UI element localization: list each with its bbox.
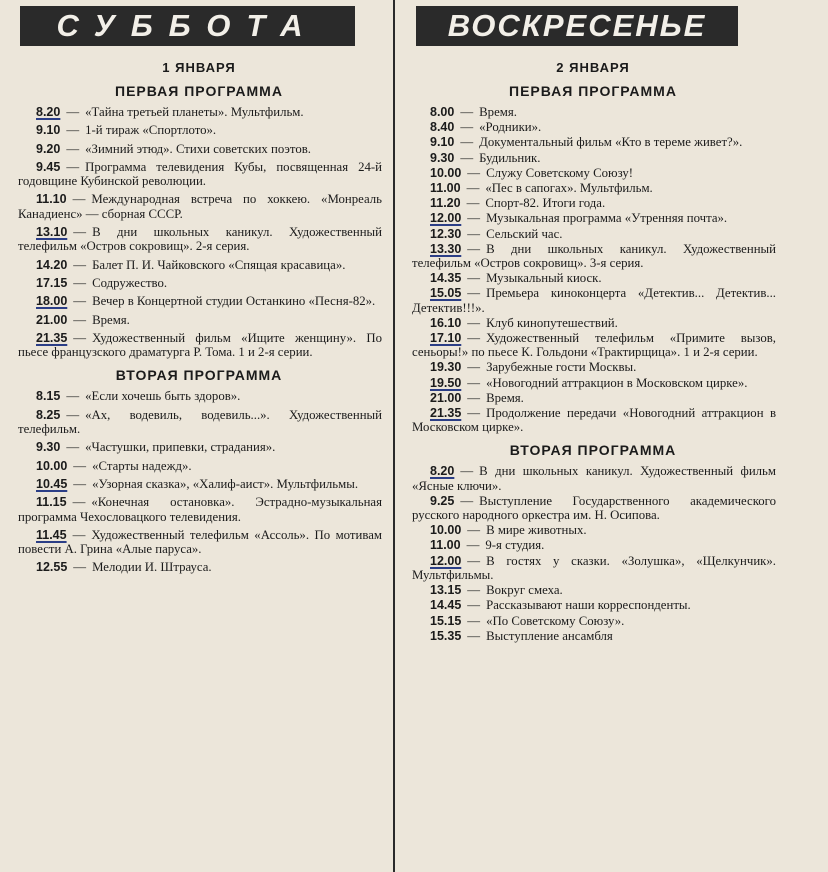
schedule-title: Выступление ансамбля: [486, 628, 613, 643]
schedule-title: Художественный фильм «Ищите женщину». По пьесе французского драматурга Р. Тома. 1 и 2-я серии.: [18, 330, 382, 360]
sunday-program1-title: ПЕРВАЯ ПРОГРАММА: [509, 83, 677, 99]
schedule-entry: [18, 192, 382, 221]
schedule-title: «По Советскому Союзу».: [486, 613, 625, 628]
schedule-time: 14.20: [36, 257, 68, 272]
separator-dash: —: [467, 165, 481, 180]
schedule-time: 11.15: [36, 495, 67, 510]
separator-dash: —: [466, 181, 480, 196]
separator-dash: —: [66, 123, 80, 138]
separator-dash: —: [467, 523, 481, 538]
sunday-program2-list: [404, 464, 782, 642]
separator-dash: —: [73, 458, 87, 473]
schedule-time: 17.10: [430, 331, 462, 346]
schedule-title: Художественный телефильм «Ассоль». По мотивам повести А. Грина «Алые паруса».: [18, 527, 382, 557]
sunday-date: 2 ЯНВАРЯ: [556, 60, 630, 75]
separator-dash: —: [460, 120, 474, 135]
schedule-entry: [412, 598, 776, 612]
schedule-time: 8.00: [430, 105, 455, 119]
schedule-entry: [18, 495, 382, 524]
schedule-time: 10.00: [430, 523, 462, 538]
schedule-time: 11.00: [430, 538, 461, 553]
schedule-entry: [18, 477, 382, 491]
schedule-time: 15.15: [430, 613, 462, 628]
schedule-entry: [18, 294, 382, 308]
schedule-entry: [412, 181, 776, 195]
schedule-title: В дни школьных каникул. Художественный фильм «Ясные ключи».: [412, 464, 776, 493]
schedule-title: Документальный фильм «Кто в тереме живет?».: [479, 135, 743, 150]
schedule-entry: [412, 211, 776, 225]
schedule-time: 9.30: [430, 150, 455, 165]
saturday-program1-list: [10, 105, 388, 359]
separator-dash: —: [66, 105, 80, 119]
sunday-header: ВОСКРЕСЕНЬЕ: [416, 6, 738, 46]
sunday-program1-list: [404, 105, 782, 434]
schedule-time: 12.00: [430, 211, 462, 226]
schedule-entry: [412, 538, 776, 552]
saturday-date: 1 ЯНВАРЯ: [162, 60, 236, 75]
schedule-time: 14.35: [430, 271, 462, 286]
separator-dash: —: [66, 407, 80, 422]
schedule-entry: [412, 120, 776, 134]
schedule-entry: [18, 258, 382, 272]
schedule-title: Клуб кинопутешествий.: [486, 315, 618, 330]
schedule-entry: [412, 151, 776, 165]
separator-dash: —: [72, 527, 86, 542]
schedule-time: 16.10: [430, 315, 462, 330]
schedule-entry: [18, 123, 382, 137]
schedule-entry: [412, 376, 776, 390]
schedule-title: «Новогодний аттракцион в Московском цирке».: [486, 375, 748, 390]
separator-dash: —: [467, 390, 481, 405]
schedule-time: 9.45: [36, 159, 61, 174]
schedule-entry: [18, 331, 382, 360]
schedule-title: Рассказывают наши корреспонденты.: [486, 598, 691, 613]
saturday-program2-title: ВТОРАЯ ПРОГРАММА: [115, 367, 283, 384]
schedule-entry: [18, 313, 382, 327]
schedule-entry: [412, 316, 776, 330]
schedule-time: 13.10: [36, 225, 68, 240]
schedule-time: 15.35: [430, 628, 462, 643]
separator-dash: —: [466, 196, 480, 211]
schedule-entry: [412, 523, 776, 537]
schedule-title: Международная встреча по хоккею. «Монреаль Канадиенс» — сборная СССР.: [18, 192, 382, 221]
separator-dash: —: [467, 553, 481, 568]
schedule-title: Служу Советскому Союзу!: [486, 165, 634, 180]
schedule-time: 9.10: [36, 123, 61, 138]
separator-dash: —: [466, 538, 480, 553]
schedule-title: «Ах, водевиль, водевиль...». Художественный телефильм.: [18, 407, 382, 437]
schedule-time: 9.20: [36, 141, 61, 156]
separator-dash: —: [467, 406, 481, 421]
schedule-title: «Пес в сапогах». Мультфильм.: [485, 181, 653, 196]
separator-dash: —: [467, 583, 481, 598]
schedule-entry: [412, 583, 776, 597]
separator-dash: —: [73, 275, 87, 290]
schedule-time: 9.10: [430, 135, 455, 150]
schedule-time: 11.00: [430, 181, 461, 196]
schedule-title: Выступление Государственного академического русского народного оркестра им. Н. Осипова.: [412, 493, 776, 523]
separator-dash: —: [72, 495, 86, 510]
schedule-entry: [412, 196, 776, 210]
separator-dash: —: [467, 211, 481, 226]
separator-dash: —: [66, 141, 80, 156]
schedule-title: Сельский час.: [486, 226, 563, 241]
schedule-time: 21.00: [36, 312, 68, 327]
schedule-entry: [412, 464, 776, 492]
schedule-title: Будильник.: [479, 150, 541, 165]
separator-dash: —: [73, 225, 87, 240]
schedule-title: 9-я студия.: [485, 538, 545, 553]
schedule-title: Время.: [92, 312, 130, 327]
saturday-header: СУББОТА: [20, 6, 355, 46]
schedule-time: 11.45: [36, 527, 67, 542]
schedule-time: 10.00: [36, 458, 68, 473]
schedule-time: 14.45: [430, 598, 462, 613]
schedule-time: 8.15: [36, 389, 61, 404]
schedule-entry: [412, 166, 776, 180]
schedule-time: 12.55: [36, 560, 68, 575]
schedule-time: 19.50: [430, 375, 462, 390]
schedule-time: 17.15: [36, 275, 68, 290]
schedule-entry: [18, 408, 382, 437]
schedule-title: Премьера киноконцерта «Детектив... Детектив... Детектив!!!».: [412, 286, 776, 315]
schedule-time: 8.40: [430, 120, 455, 135]
schedule-time: 9.25: [430, 493, 455, 508]
schedule-time: 8.20: [36, 105, 61, 119]
separator-dash: —: [467, 360, 481, 375]
separator-dash: —: [73, 257, 87, 272]
schedule-entry: [412, 271, 776, 285]
schedule-title: Содружество.: [92, 275, 168, 290]
schedule-title: Художественный телефильм «Примите вызов, сеньоры!» по пьесе К. Гольдони «Трактирщица». 1 и 2-я серии.: [412, 331, 776, 360]
schedule-entry: [412, 391, 776, 405]
schedule-title: «Если хочешь быть здоров».: [85, 389, 241, 404]
schedule-time: 12.00: [430, 553, 462, 568]
separator-dash: —: [73, 330, 87, 345]
schedule-time: 8.25: [36, 407, 61, 422]
schedule-title: В дни школьных каникул. Художественный телефильм «Остров сокровищ». 3-я серия.: [412, 241, 776, 271]
schedule-title: «Старты надежд».: [92, 458, 192, 473]
schedule-entry: [412, 105, 776, 119]
schedule-time: 21.35: [36, 330, 68, 345]
saturday-program1-title: ПЕРВАЯ ПРОГРАММА: [115, 83, 283, 99]
schedule-entry: [18, 560, 382, 574]
separator-dash: —: [467, 271, 481, 286]
schedule-entry: [18, 225, 382, 254]
separator-dash: —: [467, 226, 481, 241]
schedule-entry: [18, 105, 382, 119]
schedule-title: 1-й тираж «Спортлото».: [85, 123, 217, 138]
separator-dash: —: [73, 312, 87, 327]
sunday-program2-title: ВТОРАЯ ПРОГРАММА: [509, 442, 677, 459]
schedule-title: Продолжение передачи «Новогодний аттракцион в Московском цирке».: [412, 406, 776, 435]
separator-dash: —: [467, 628, 481, 643]
schedule-time: 13.30: [430, 241, 462, 256]
separator-dash: —: [467, 241, 481, 256]
schedule-entry: [18, 142, 382, 156]
schedule-time: 12.30: [430, 226, 462, 241]
schedule-title: Время.: [486, 390, 524, 405]
schedule-title: «Зимний этюд». Стихи советских поэтов.: [85, 141, 311, 156]
saturday-program2-list: [10, 389, 388, 574]
schedule-time: 11.20: [430, 196, 461, 211]
schedule-title: «Тайна третьей планеты». Мультфильм.: [85, 105, 304, 119]
schedule-entry: [412, 629, 776, 643]
separator-dash: —: [460, 493, 474, 508]
separator-dash: —: [467, 331, 481, 346]
separator-dash: —: [467, 613, 481, 628]
schedule-title: Время.: [479, 105, 517, 119]
schedule-title: Балет П. И. Чайковского «Спящая красавица».: [92, 257, 346, 272]
schedule-entry: [18, 160, 382, 189]
schedule-title: «Частушки, припевки, страдания».: [85, 440, 276, 455]
schedule-entry: [412, 614, 776, 628]
schedule-entry: [412, 406, 776, 434]
schedule-time: 21.35: [430, 406, 462, 421]
schedule-time: 9.30: [36, 440, 61, 455]
schedule-time: 8.20: [430, 464, 455, 479]
schedule-title: Вечер в Концертной студии Останкино «Песня-82».: [92, 294, 376, 309]
schedule-entry: [412, 494, 776, 522]
schedule-time: 15.05: [430, 286, 462, 301]
schedule-time: 13.15: [430, 583, 462, 598]
schedule-entry: [18, 459, 382, 473]
schedule-title: Музыкальный киоск.: [486, 271, 602, 286]
separator-dash: —: [66, 159, 80, 174]
schedule-title: Спорт-82. Итоги года.: [485, 196, 606, 211]
separator-dash: —: [467, 286, 481, 301]
schedule-title: Музыкальная программа «Утренняя почта».: [486, 211, 728, 226]
separator-dash: —: [73, 294, 87, 309]
schedule-title: «Узорная сказка», «Халиф-аист». Мультфильмы.: [92, 476, 359, 491]
separator-dash: —: [73, 476, 87, 491]
schedule-time: 11.10: [36, 192, 67, 207]
schedule-entry: [412, 554, 776, 582]
separator-dash: —: [467, 315, 481, 330]
schedule-time: 10.00: [430, 165, 462, 180]
schedule-title: Вокруг смеха.: [486, 583, 563, 598]
schedule-title: В гостях у сказки. «Золушка», «Щелкунчик». Мультфильмы.: [412, 553, 776, 582]
schedule-entry: [412, 331, 776, 359]
column-divider: [393, 0, 395, 872]
schedule-entry: [18, 528, 382, 557]
separator-dash: —: [66, 440, 80, 455]
separator-dash: —: [467, 375, 481, 390]
separator-dash: —: [460, 464, 474, 479]
schedule-entry: [412, 242, 776, 270]
separator-dash: —: [66, 389, 80, 404]
separator-dash: —: [73, 560, 87, 575]
schedule-title: Зарубежные гости Москвы.: [486, 360, 637, 375]
separator-dash: —: [460, 150, 474, 165]
schedule-time: 19.30: [430, 360, 462, 375]
schedule-title: Программа телевидения Кубы, посвященная 24-й годовщине Кубинской революции.: [18, 159, 382, 189]
separator-dash: —: [460, 105, 474, 119]
schedule-title: «Родники».: [479, 120, 542, 135]
schedule-entry: [412, 227, 776, 241]
schedule-entry: [18, 389, 382, 403]
schedule-time: 10.45: [36, 476, 68, 491]
schedule-entry: [18, 440, 382, 454]
saturday-column: [10, 0, 388, 872]
schedule-title: Мелодии И. Штрауса.: [92, 560, 212, 575]
separator-dash: —: [460, 135, 474, 150]
schedule-title: «Конечная остановка». Эстрадно-музыкальная программа Чехословацкого телевидения.: [18, 495, 382, 524]
schedule-time: 21.00: [430, 390, 462, 405]
schedule-title: В дни школьных каникул. Художественный телефильм «Остров сокровищ». 2-я серия.: [18, 225, 382, 254]
schedule-time: 18.00: [36, 294, 68, 309]
separator-dash: —: [467, 598, 481, 613]
sunday-column: [404, 0, 782, 872]
schedule-entry: [412, 135, 776, 149]
schedule-entry: [412, 286, 776, 314]
schedule-entry: [412, 360, 776, 374]
schedule-entry: [18, 276, 382, 290]
separator-dash: —: [72, 192, 86, 207]
schedule-title: В мире животных.: [486, 523, 587, 538]
